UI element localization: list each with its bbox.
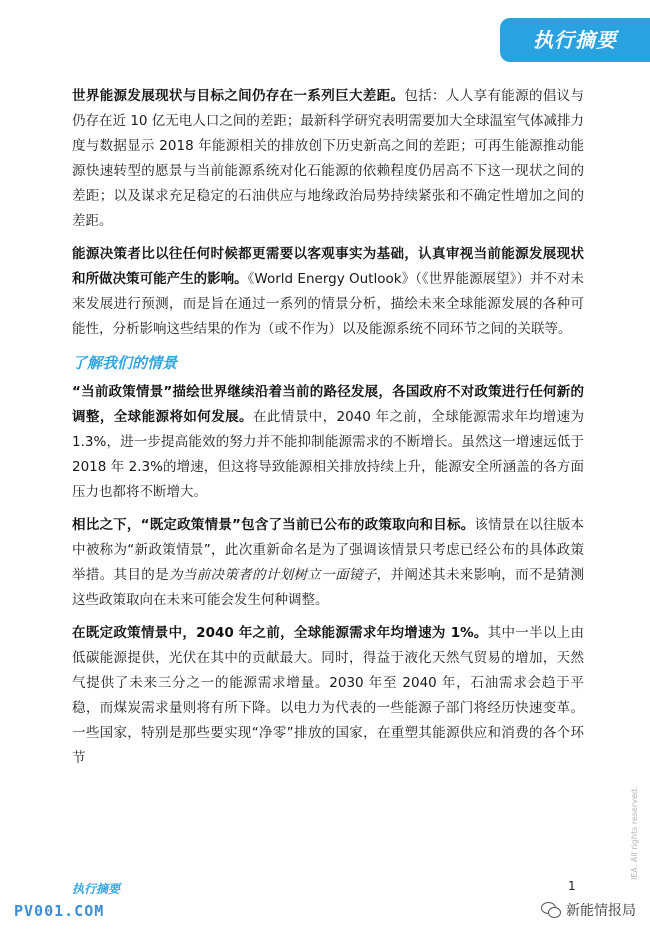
- scenario-paragraph-3: [72, 621, 584, 771]
- scenario-paragraph-2-lead: 相比之下，“既定政策情景”包含了当前已公布的政策取向和目标。: [72, 517, 475, 533]
- scenario-paragraph-2: [72, 513, 584, 613]
- footer-section-label: 执行摘要: [72, 882, 121, 896]
- scenario-paragraph-3-lead: 在既定政策情景中，2040 年之前，全球能源需求年均增速为 1%。: [72, 625, 488, 641]
- scenario-paragraph-1-lead: “当前政策情景”描绘世界继续沿着当前的路径发展，各国政府不对政策进行任何新的调整，全球能源将如何发展。: [72, 384, 584, 425]
- paragraph-1-text: 包括：人人享有能源的倡议与仍存在近 10 亿无电人口之间的差距；最新科学研究表明需要加大全球温室气体减排力度与数据显示 2018 年能源相关的排放创下历史新高之间的差距；可再生能源推动能源快速转型的愿景与当前能源系统对化石能源的依赖程度仍居高不下这一现状之间的差距；以及谋求充足稳定的石油供应与地缘政治局势持续紧张和不确定性增加之间的差距。: [72, 88, 585, 229]
- page-number: 1: [568, 879, 576, 893]
- copyright-notice: IEA. All rights reserved.: [630, 786, 639, 880]
- document-body: [72, 84, 584, 779]
- scenario-paragraph-2-text-before: 该情景在以往版本中被称为“新政策情景”，此次重新命名是为了强调该情景只考虑已经公布的具体政策举措。其目的是: [72, 517, 584, 583]
- site-watermark: PV001.COM: [14, 902, 105, 920]
- scenario-paragraph-1: [72, 380, 584, 505]
- paragraph-2-text: 《World Energy Outlook》（《世界能源展望》）并不对未来发展进行预测，而是旨在通过一系列的情景分析，描绘未来全球能源发展的各种可能性，分析影响这些结果的作为（或不作为）以及能源系统不同环节之间的关联等。: [72, 271, 584, 337]
- scenario-paragraph-3-text: 其中一半以上由低碳能源提供，光伏在其中的贡献最大。同时，得益于液化天然气贸易的增加，天然气提供了未来三分之一的能源需求增量。2030 年至 2040 年，石油需求会趋于平稳，而煤炭需求量则将有所下降。以电力为代表的一些能源子部门将经历快速变革。一些国家，特别是那些要实现“净零”排放的国家，在重塑其能源供应和消费的各个环节: [72, 625, 584, 766]
- scenario-paragraph-1-text: 在此情景中，2040 年之前，全球能源需求年均增速为 1.3%，进一步提高能效的努力并不能抑制能源需求的不断增长。虽然这一增速远低于 2018 年 2.3%的增速，但这将导致能源相关排放持续上升，能源安全所涵盖的各方面压力也都将不断增大。: [72, 409, 584, 500]
- paragraph-2-lead: 能源决策者比以往任何时候都更需要以客观事实为基础，认真审视当前能源发展现状和所做决策可能产生的影响。: [72, 246, 584, 287]
- wechat-account-name: 新能情报局: [566, 903, 636, 919]
- paragraph-1: [72, 84, 584, 234]
- wechat-watermark: [541, 900, 636, 920]
- scenario-paragraph-2-italic: 为当前决策者的计划树立一面镜子: [168, 567, 377, 583]
- section-heading: 了解我们的情景: [72, 354, 178, 372]
- paragraph-1-lead: 世界能源发展现状与目标之间仍存在一系列巨大差距。: [72, 88, 405, 104]
- section-title-tab: 执行摘要: [500, 18, 650, 62]
- scenario-paragraph-2-text-after: ，并阐述其未来影响，而不是猜测这些政策取向在未来可能会发生何种调整。: [72, 567, 585, 608]
- paragraph-2: [72, 242, 584, 342]
- wechat-icon: [541, 902, 561, 918]
